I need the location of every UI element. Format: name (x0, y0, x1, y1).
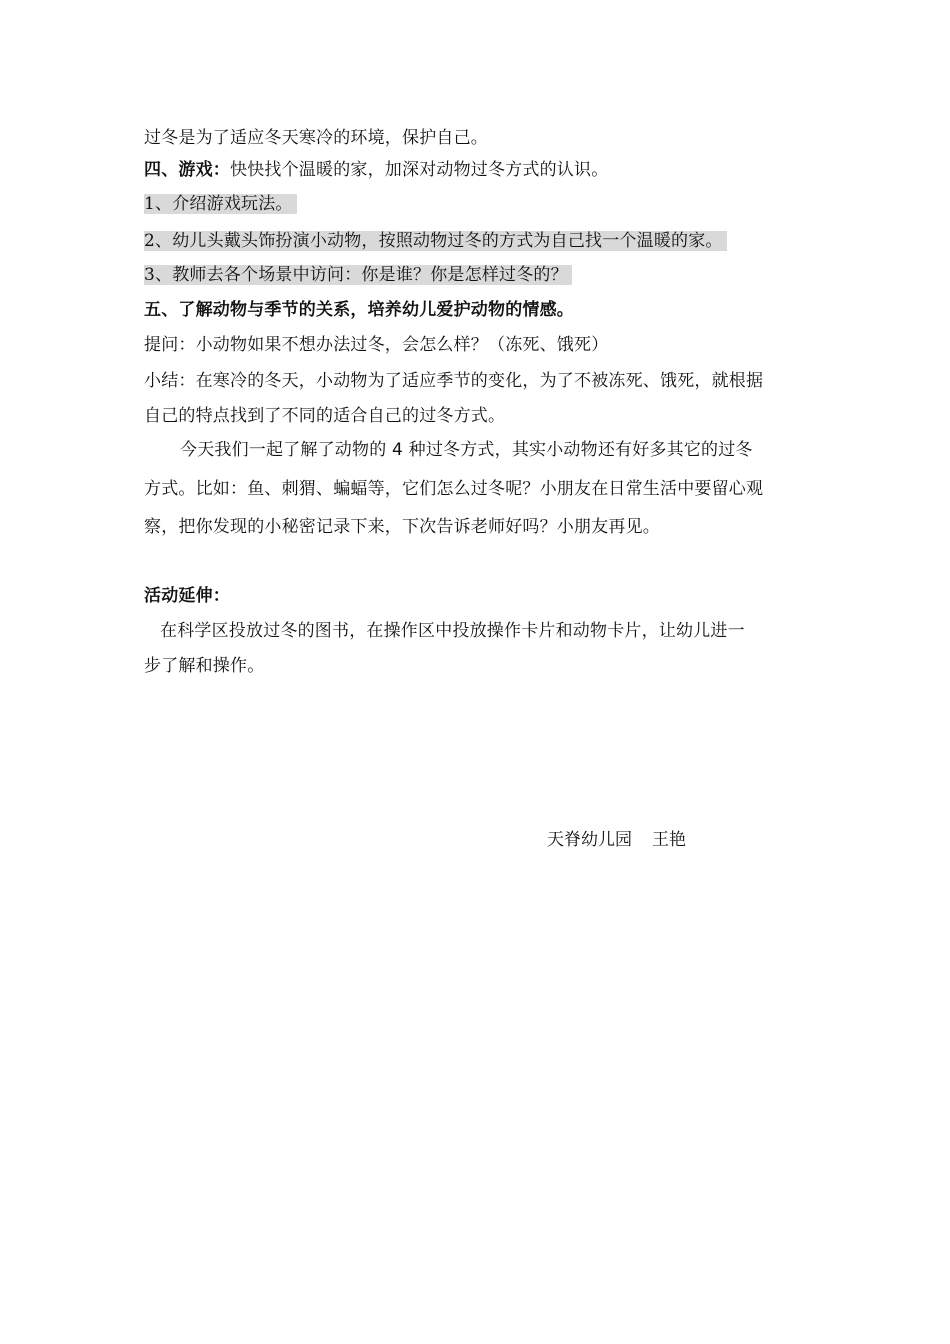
section-four-text: 快快找个温暖的家，加深对动物过冬方式的认识。 (230, 160, 609, 180)
highlighted-text: 2、幼儿头戴头饰扮演小动物，按照动物过冬的方式为自己找一个温暖的家。 (144, 231, 727, 251)
signature (547, 828, 686, 852)
author-name: 王艳 (652, 830, 686, 850)
highlighted-text: 1、介绍游戏玩法。 (144, 194, 297, 214)
school-name: 天脊幼儿园 (547, 830, 632, 850)
section-five-heading: 五、了解动物与季节的关系，培养幼儿爱护动物的情感。 (144, 300, 574, 320)
list-item (144, 263, 572, 287)
paragraph-line: 过冬是为了适应冬天寒冷的环境，保护自己。 (144, 128, 488, 148)
question-line: 提问：小动物如果不想办法过冬，会怎么样？（冻死、饿死） (144, 335, 609, 355)
closing-line: 察，把你发现的小秘密记录下来，下次告诉老师好吗？小朋友再见。 (144, 517, 660, 537)
closing-line: 方式。比如：鱼、刺猬、蝙蝠等，它们怎么过冬呢？小朋友在日常生活中要留心观 (144, 479, 764, 499)
extension-line: 步了解和操作。 (144, 656, 265, 676)
section-four-heading: 四、游戏： (144, 160, 230, 180)
summary-line: 小结：在寒冷的冬天，小动物为了适应季节的变化，为了不被冻死、饿死，就根据 (144, 371, 764, 391)
list-item (144, 229, 727, 253)
summary-line: 自己的特点找到了不同的适合自己的过冬方式。 (144, 406, 506, 426)
highlighted-text: 3、教师去各个场景中访问：你是谁？你是怎样过冬的？ (144, 265, 572, 285)
section-four (144, 158, 608, 182)
extension-heading: 活动延伸： (144, 586, 230, 606)
extension-line: 在科学区投放过冬的图书，在操作区中投放操作卡片和动物卡片，让幼儿进一 (160, 621, 745, 641)
closing-line: 今天我们一起了解了动物的 4 种过冬方式，其实小动物还有好多其它的过冬 (180, 440, 753, 460)
list-item (144, 192, 297, 216)
